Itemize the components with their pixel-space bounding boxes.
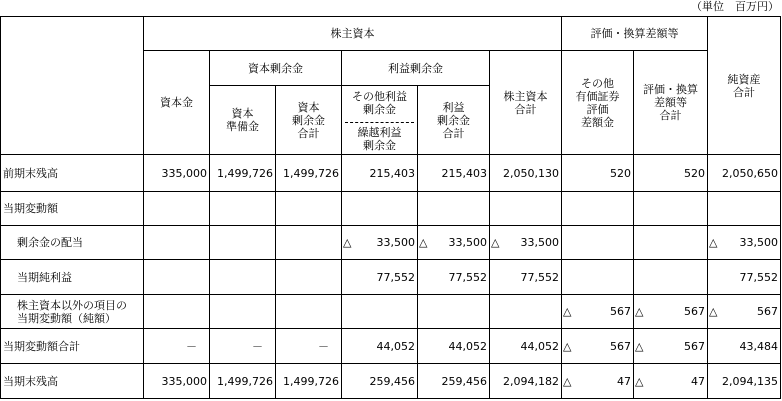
cell-net-assets: 77,552 (708, 260, 781, 295)
table-row (1, 260, 781, 295)
negative-marker: △ (635, 374, 644, 388)
cell-capital-surplus-total (276, 260, 342, 295)
cell-value: 567 (684, 339, 705, 353)
cell-total-shareholders-equity (490, 192, 562, 226)
cell-value: 567 (610, 305, 631, 318)
cell-value: 47 (617, 374, 631, 388)
row-label-text: 前期末残高 (3, 166, 58, 180)
cell-retained-earnings-total (418, 226, 490, 260)
cell-retained-earnings-total (418, 192, 490, 226)
negative-marker: △ (709, 305, 718, 318)
cell-net-assets (708, 295, 781, 329)
cell-capital-stock (144, 192, 210, 226)
cell-capital-reserve: 1,499,726 (210, 364, 276, 399)
negative-marker: △ (563, 305, 572, 318)
cell-valuation-total (634, 329, 708, 364)
row-label-text: 当期変動額合計 (3, 339, 80, 353)
cell-retained-earnings-total: 77,552 (418, 260, 490, 295)
cell-capital-reserve: 1,499,726 (210, 155, 276, 192)
cell-retained-brought-forward: 259,456 (342, 364, 418, 399)
cell-total-shareholders-equity: 44,052 (490, 329, 562, 364)
retained-earnings-total-header: 利益 剰余金 合計 (418, 86, 490, 155)
cell-capital-reserve (210, 226, 276, 260)
cell-value: 47 (691, 374, 705, 388)
cell-total-shareholders-equity: 2,094,182 (490, 364, 562, 399)
retained-brought-forward-header: 繰越利益 剰余金 (342, 120, 418, 155)
cell-net-assets: 2,094,135 (708, 364, 781, 399)
cell-retained-earnings-total (418, 295, 490, 329)
cell-net-assets: 2,050,650 (708, 155, 781, 192)
unit-label: （単位 百万円） (691, 0, 779, 13)
corner-cell (1, 17, 144, 155)
cell-net-assets (708, 192, 781, 226)
cell-retained-brought-forward: 77,552 (342, 260, 418, 295)
total-shareholders-equity-header: 株主資本 合計 (490, 51, 562, 155)
row-label-text: 当期変動額 (3, 202, 58, 215)
capital-surplus-header: 資本剰余金 (210, 51, 342, 86)
table-row (1, 192, 781, 226)
cell-capital-surplus-total: 1,499,726 (276, 364, 342, 399)
cell-retained-brought-forward (342, 226, 418, 260)
cell-capital-stock (144, 226, 210, 260)
cell-retained-brought-forward (342, 295, 418, 329)
negative-marker: △ (709, 236, 718, 249)
row-label (1, 226, 144, 260)
cell-capital-surplus-total (276, 226, 342, 260)
cell-value: 567 (684, 305, 705, 318)
row-label (1, 329, 144, 364)
cell-capital-stock: 335,000 (144, 155, 210, 192)
table-row (1, 155, 781, 192)
cell-capital-stock: － (144, 329, 210, 364)
cell-capital-stock (144, 260, 210, 295)
cell-value: 33,500 (520, 236, 559, 249)
cell-valuation-total: 520 (634, 155, 708, 192)
row-label-text: 当期純利益 (17, 270, 72, 284)
cell-total-shareholders-equity: 77,552 (490, 260, 562, 295)
table-row (1, 364, 781, 399)
group-shareholders-equity-header: 株主資本 (144, 17, 562, 51)
cell-capital-reserve: － (210, 329, 276, 364)
cell-retained-earnings-total: 215,403 (418, 155, 490, 192)
negative-marker: △ (491, 236, 500, 249)
capital-stock-header: 資本金 (144, 51, 210, 155)
row-label-text: 当期末残高 (3, 374, 58, 388)
cell-value: 33,500 (376, 236, 415, 249)
cell-valuation-total (634, 226, 708, 260)
negative-marker: △ (343, 236, 352, 249)
other-retained-earnings-header: その他利益 剰余金 (342, 86, 418, 120)
cell-capital-surplus-total (276, 192, 342, 226)
cell-valuation-total (634, 295, 708, 329)
cell-net-assets: 43,484 (708, 329, 781, 364)
cell-value: 33,500 (739, 236, 778, 249)
net-assets-header: 純資産 合計 (708, 17, 781, 155)
negative-marker: △ (563, 374, 572, 388)
statement-table (0, 16, 781, 399)
cell-retained-brought-forward (342, 192, 418, 226)
negative-marker: △ (635, 305, 644, 318)
row-label (1, 295, 144, 329)
cell-valuation-securities (562, 192, 634, 226)
row-label (1, 192, 144, 226)
group-valuation-header: 評価・換算差額等 (562, 17, 708, 51)
negative-marker: △ (635, 339, 644, 353)
cell-valuation-total (634, 364, 708, 399)
cell-total-shareholders-equity: 2,050,130 (490, 155, 562, 192)
cell-value: 567 (757, 305, 778, 318)
cell-valuation-securities (562, 295, 634, 329)
cell-capital-reserve (210, 295, 276, 329)
cell-value: 33,500 (448, 236, 487, 249)
cell-capital-surplus-total: － (276, 329, 342, 364)
cell-retained-brought-forward: 215,403 (342, 155, 418, 192)
valuation-securities-header: その他 有価証券 評価 差額金 (562, 51, 634, 155)
table-row (1, 226, 781, 260)
retained-earnings-header: 利益剰余金 (342, 51, 490, 86)
row-label (1, 155, 144, 192)
cell-valuation-securities (562, 364, 634, 399)
capital-reserve-header: 資本 準備金 (210, 86, 276, 155)
cell-total-shareholders-equity (490, 295, 562, 329)
capital-surplus-total-header: 資本 剰余金 合計 (276, 86, 342, 155)
cell-valuation-total (634, 260, 708, 295)
negative-marker: △ (563, 339, 572, 353)
cell-capital-surplus-total (276, 295, 342, 329)
cell-total-shareholders-equity (490, 226, 562, 260)
cell-retained-brought-forward: 44,052 (342, 329, 418, 364)
row-label (1, 364, 144, 399)
row-label-text: 剰余金の配当 (17, 236, 83, 249)
cell-capital-reserve (210, 260, 276, 295)
cell-valuation-total (634, 192, 708, 226)
cell-valuation-securities (562, 329, 634, 364)
table-row (1, 329, 781, 364)
cell-retained-earnings-total: 259,456 (418, 364, 490, 399)
cell-capital-stock: 335,000 (144, 364, 210, 399)
cell-capital-stock (144, 295, 210, 329)
cell-capital-reserve (210, 192, 276, 226)
cell-net-assets (708, 226, 781, 260)
table-row (1, 295, 781, 329)
negative-marker: △ (419, 236, 428, 249)
cell-retained-earnings-total: 44,052 (418, 329, 490, 364)
cell-valuation-securities (562, 260, 634, 295)
cell-valuation-securities (562, 226, 634, 260)
row-label-text: 株主資本以外の項目の 当期変動額（純額） (17, 298, 127, 325)
cell-capital-surplus-total: 1,499,726 (276, 155, 342, 192)
cell-valuation-securities: 520 (562, 155, 634, 192)
cell-value: 567 (610, 339, 631, 353)
valuation-total-header: 評価・換算 差額等 合計 (634, 51, 708, 155)
row-label (1, 260, 144, 295)
